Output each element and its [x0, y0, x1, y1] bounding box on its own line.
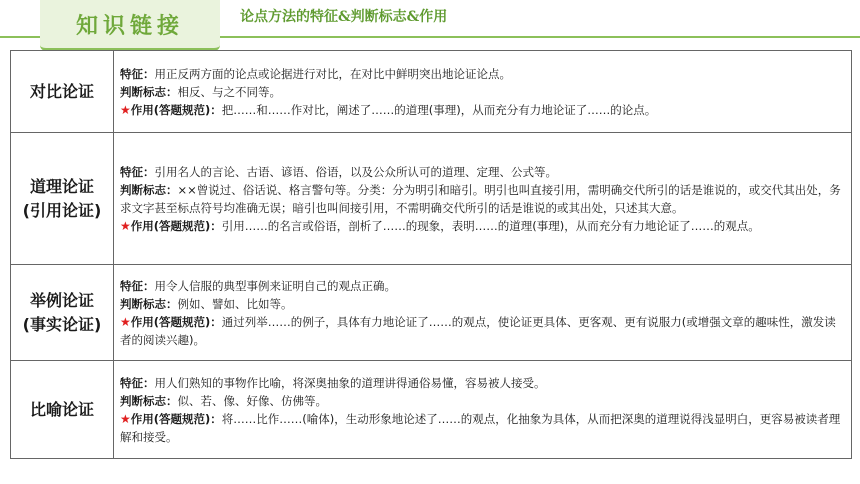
header-tab-title: 知识链接 [75, 12, 184, 39]
colon: ： [166, 84, 178, 99]
term-name: 举例论证 [29, 290, 94, 310]
judge-label: 判断标志 [120, 393, 166, 408]
term-cell [11, 265, 114, 361]
table-row [11, 361, 852, 459]
effect-text: 把……和……作对比，阐述了……的道理(事理)，从而充分有力地论证了……的论点。 [221, 102, 657, 117]
feature-line [120, 163, 845, 181]
effect-line [120, 217, 845, 235]
effect-text: 通过列举……的例子，具体有力地论证了……的观点，使论证更具体、更客观、更有说服力(或增强文章的趣味性，激发读者的阅读兴趣)。 [120, 314, 836, 347]
colon: ： [210, 411, 222, 426]
feature-line [120, 277, 845, 295]
colon: ： [143, 66, 155, 81]
colon: ： [210, 314, 222, 329]
colon: ： [210, 102, 222, 117]
star-icon: ★ [120, 314, 131, 329]
header-tab [40, 0, 220, 51]
judge-line [120, 83, 845, 101]
table-row [11, 265, 852, 361]
table-row [11, 51, 852, 133]
header-subtitle: 论点方法的特征&判断标志&作用 [240, 9, 448, 25]
feature-label: 特征 [120, 66, 143, 81]
feature-label: 特征 [120, 164, 143, 179]
feature-text: 用令人信服的典型事例来证明自己的观点正确。 [154, 278, 396, 293]
judge-line [120, 392, 845, 410]
colon: ： [143, 375, 155, 390]
feature-label: 特征 [120, 375, 143, 390]
star-icon: ★ [120, 411, 131, 426]
effect-label: 作用(答题规范) [130, 102, 211, 117]
term-subname: (事实论证) [22, 314, 102, 334]
table-row [11, 133, 852, 265]
colon: ： [166, 182, 178, 197]
judge-label: 判断标志 [120, 84, 166, 99]
feature-line [120, 65, 845, 83]
colon: ： [166, 296, 178, 311]
feature-text: 引用名人的言论、古语、谚语、俗语，以及公众所认可的道理、定理、公式等。 [154, 164, 557, 179]
term-name: 比喻论证 [29, 399, 94, 419]
effect-label: 作用(答题规范) [130, 218, 211, 233]
judge-text: 相反、与之不同等。 [177, 84, 281, 99]
term-cell [11, 133, 114, 265]
feature-label: 特征 [120, 278, 143, 293]
effect-label: 作用(答题规范) [130, 314, 211, 329]
term-subname: (引用论证) [22, 200, 102, 220]
description-cell [114, 133, 852, 265]
argument-methods-table [10, 50, 852, 459]
colon: ： [143, 164, 155, 179]
star-icon: ★ [120, 102, 131, 117]
judge-label: 判断标志 [120, 296, 166, 311]
judge-text: 似、若、像、好像、仿佛等。 [177, 393, 327, 408]
feature-line [120, 374, 845, 392]
colon: ： [143, 278, 155, 293]
effect-text: 引用……的名言或俗语，剖析了……的现象，表明……的道理(事理)，从而充分有力地论证了……的观点。 [221, 218, 760, 233]
effect-text: 将……比作……(喻体)，生动形象地论述了……的观点，化抽象为具体，从而把深奥的道理说得浅显明白，更容易被读者理解和接受。 [120, 411, 841, 444]
effect-label: 作用(答题规范) [130, 411, 211, 426]
judge-label: 判断标志 [120, 182, 166, 197]
term-name: 对比论证 [29, 81, 94, 101]
judge-text: 例如、譬如、比如等。 [177, 296, 293, 311]
feature-text: 用正反两方面的论点或论据进行对比，在对比中鲜明突出地论证论点。 [154, 66, 511, 81]
colon: ： [210, 218, 222, 233]
effect-line [120, 313, 845, 349]
term-cell [11, 51, 114, 133]
description-cell [114, 265, 852, 361]
judge-line [120, 181, 845, 217]
judge-text: ××曾说过、俗话说、格言警句等。分类：分为明引和暗引。明引也叫直接引用，需明确交代所引的话是谁说的，或交代其出处，务求文字甚至标点符号均准确无误；暗引也叫间接引用，不需明确交代所引的话是谁说的或其出处，只述其大意。 [120, 182, 841, 215]
effect-line [120, 101, 845, 119]
effect-line [120, 410, 845, 446]
colon: ： [166, 393, 178, 408]
term-name: 道理论证 [29, 176, 94, 196]
judge-line [120, 295, 845, 313]
feature-text: 用人们熟知的事物作比喻，将深奥抽象的道理讲得通俗易懂，容易被人接受。 [154, 375, 546, 390]
description-cell [114, 51, 852, 133]
term-cell [11, 361, 114, 459]
star-icon: ★ [120, 218, 131, 233]
description-cell [114, 361, 852, 459]
